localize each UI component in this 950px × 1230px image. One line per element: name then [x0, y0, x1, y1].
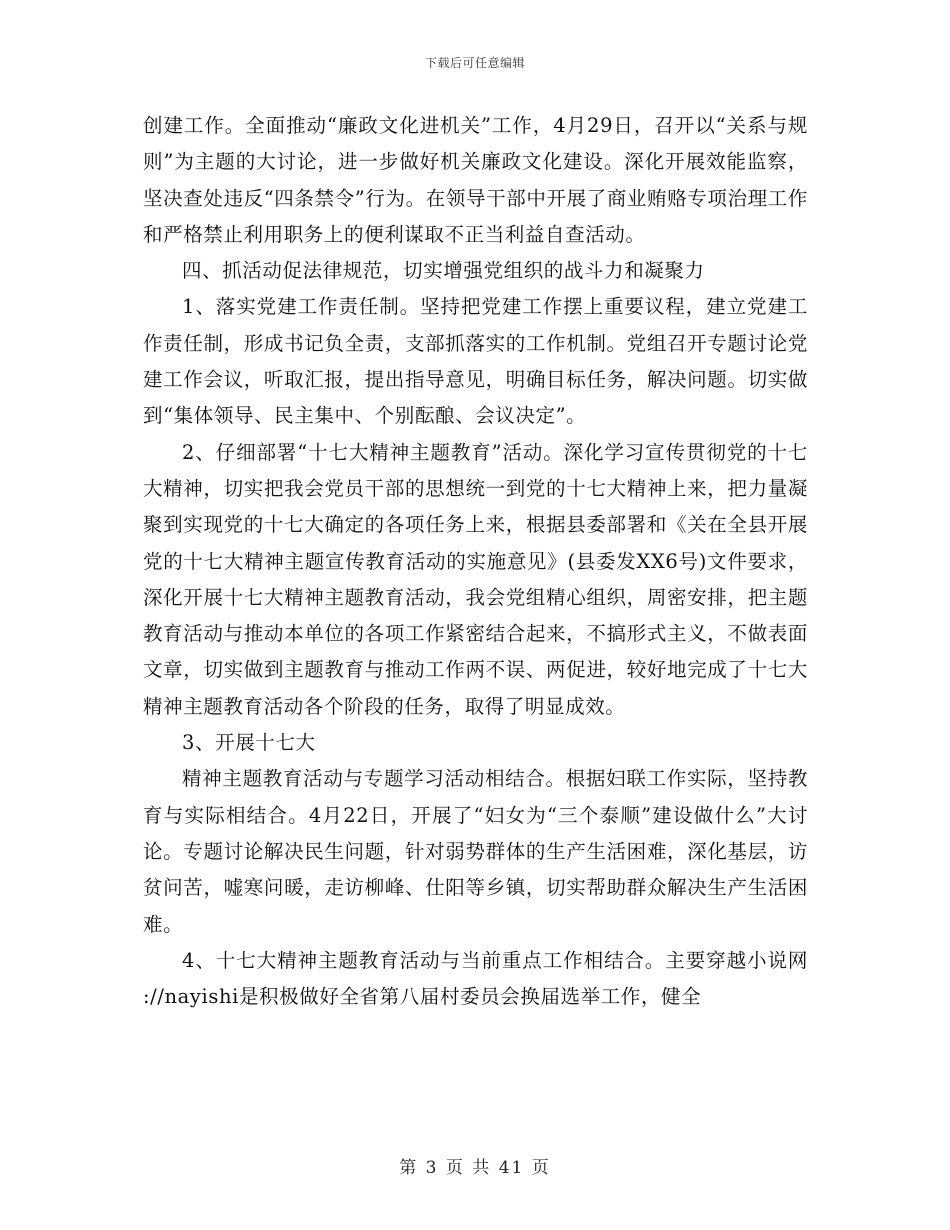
paragraph-1: 创建工作。全面推动“廉政文化进机关”工作，4月29日，召开以“关系与规则”为主题的大讨论，进一步做好机关廉政文化建设。深化开展效能监察，坚决查处违反“四条禁令”行为。在领导干部中开展了商业贿赂专项治理工作和严格禁止利用职务上的便利谋取不正当利益自查活动。	[143, 114, 808, 246]
paragraph-item-2: 2、仔细部署“十七大精神主题教育”活动。深化学习宣传贯彻党的十七大精神，切实把我会党员干部的思想统一到党的十七大精神上来，把力量凝聚到实现党的十七大确定的各项任务上来，根据县委部署和《关在全县开展党的十七大精神主题宣传教育活动的实施意见》(县委发XX6号)文件要求，深化开展十七大精神主题教育活动，我会党组精心组织，周密安排，把主题教育活动与推动本单位的各项工作紧密结合起来，不搞形式主义，不做表面文章，切实做到主题教育与推动工作两不误、两促进，较好地完成了十七大精神主题教育活动各个阶段的任务，取得了明显成效。	[143, 440, 808, 718]
paragraph-item-3-title: 3、开展十七大	[182, 731, 316, 755]
page-footer: 第 3 页 共 41 页	[399, 1158, 551, 1178]
section-heading: 四、抓活动促法律规范，切实增强党组织的战斗力和凝聚力	[182, 259, 705, 283]
paragraph-item-3-body: 精神主题教育活动与专题学习活动相结合。根据妇联工作实际，坚持教育与实际相结合。4月22日，开展了“妇女为“三个泰顺”建设做什么”大讨论。专题讨论解决民生问题，针对弱势群体的生产生活困难，深化基层，访贫问苦，嘘寒问暖，走访柳峰、仕阳等乡镇，切实帮助群众解决生产生活困难。	[143, 767, 808, 936]
document-body	[143, 108, 808, 1015]
page-header: 下载后可任意编辑	[424, 56, 525, 70]
paragraph-item-4: 4、十七大精神主题教育活动与当前重点工作相结合。主要穿越小说网 ://nayishi是积极做好全省第八届村委员会换届选举工作，健全	[143, 948, 808, 1009]
paragraph-item-1: 1、落实党建工作责任制。坚持把党建工作摆上重要议程，建立党建工作责任制，形成书记负全责，支部抓落实的工作机制。党组召开专题讨论党建工作会议，听取汇报，提出指导意见，明确目标任务，解决问题。切实做到“集体领导、民主集中、个别酝酿、会议决定”。	[143, 295, 808, 428]
